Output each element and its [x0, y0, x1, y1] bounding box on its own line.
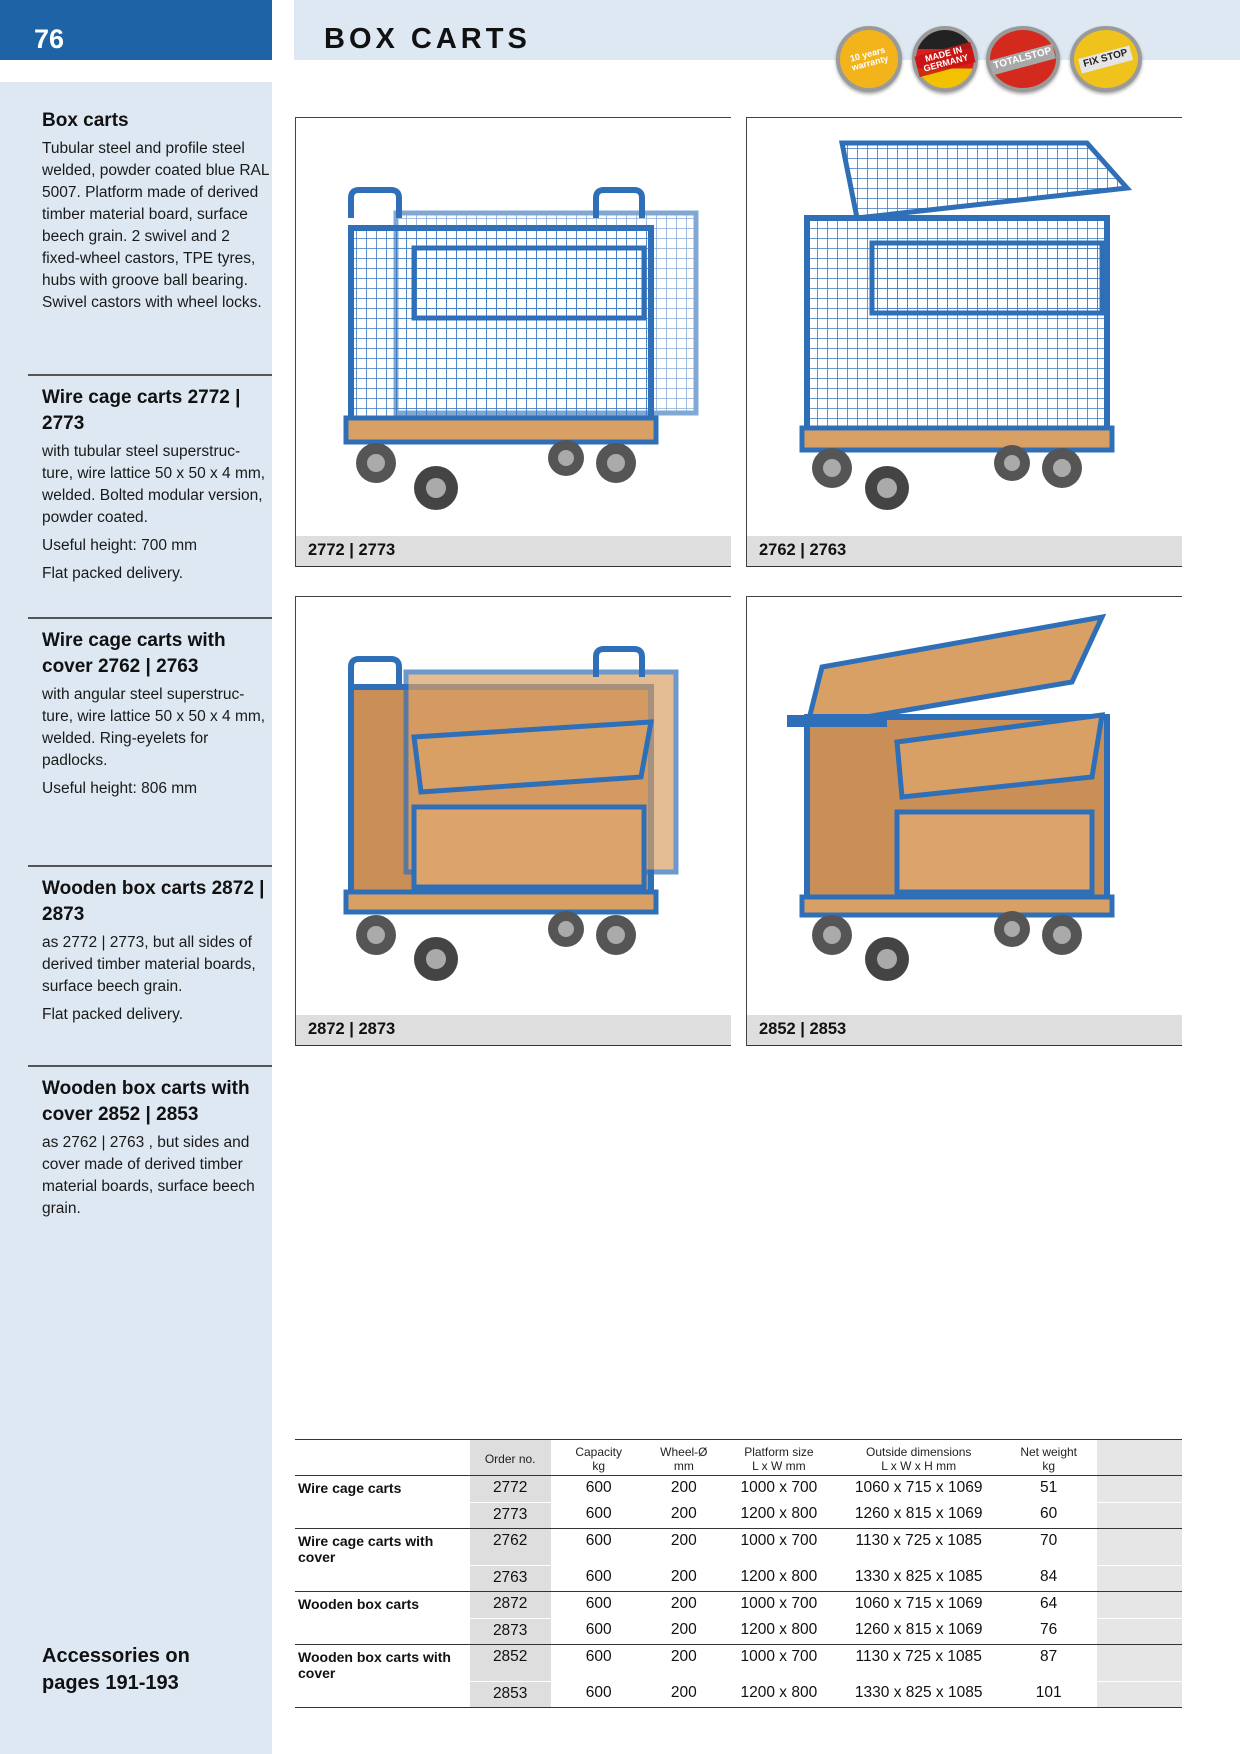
photo-panel-2852 — [746, 596, 1182, 1046]
wheel-cell: 200 — [647, 1529, 721, 1566]
wheel-cell: 200 — [647, 1592, 721, 1619]
capacity-cell: 600 — [585, 1568, 612, 1585]
blank-cell — [1097, 1645, 1182, 1682]
wooden-box-cart-illustration — [296, 597, 731, 1013]
wheel-cell: 200 — [647, 1476, 721, 1503]
caption-bar — [747, 1015, 1182, 1046]
order-header-label: Order no. — [484, 1451, 536, 1466]
blank-cell — [1097, 1592, 1182, 1619]
capacity-cell: 600 — [585, 1505, 612, 1522]
platform-cell: 1000 x 700 — [721, 1592, 837, 1619]
sidebar-section-wire-cage — [28, 385, 272, 585]
weight-cell: 64 — [1001, 1592, 1097, 1619]
platform-unit: L x W mm — [752, 1458, 806, 1473]
category-cell — [295, 1565, 470, 1592]
wheel-unit: mm — [673, 1458, 694, 1473]
weight-cell: 51 — [1001, 1476, 1097, 1503]
table-row — [295, 1618, 1182, 1645]
section-text: Tubular steel and profile steel welded, powder coated blue RAL 5007. Platform made of derived timber material board, surface beech grain. 2 swivel and 2 fixed-wheel castors, TPE tyres, hubs with groove ball bearing. Swivel castors with wheel locks. — [42, 140, 269, 311]
fixstop-badge-icon — [1070, 26, 1142, 92]
weight-header-label: Net weight — [1020, 1444, 1078, 1459]
page-number: 76 — [34, 24, 65, 54]
outside-cell: 1260 x 815 x 1069 — [854, 1621, 983, 1638]
order-cell: 2773 — [470, 1502, 551, 1529]
table-row — [295, 1592, 1182, 1619]
photo-caption: 2852 | 2853 — [759, 1020, 847, 1038]
capacity-cell: 600 — [551, 1592, 647, 1619]
photo-caption: 2872 | 2873 — [308, 1020, 396, 1038]
order-cell: 2872 — [470, 1592, 551, 1619]
capacity-cell: 600 — [551, 1476, 647, 1503]
table-row — [295, 1645, 1182, 1682]
outside-cell: 1330 x 825 x 1085 — [837, 1681, 1001, 1708]
caption-bar — [296, 536, 731, 567]
sidebar-section-box-carts — [28, 108, 272, 314]
weight-unit: kg — [1042, 1458, 1056, 1473]
platform-header-label: Platform size — [744, 1444, 814, 1459]
section-text: as 2772 | 2773, but all sides of derived timber material boards, surface beech grain. — [42, 934, 256, 995]
table-row — [295, 1502, 1182, 1529]
sidebar-section-wire-cage-cover — [28, 628, 272, 800]
blank-column — [1097, 1440, 1182, 1476]
category-cell — [295, 1618, 470, 1645]
wheel-header — [647, 1440, 721, 1476]
capacity-cell: 600 — [551, 1529, 647, 1566]
totalstop-badge-label: TOTALSTOP — [990, 44, 1057, 75]
outside-header-label: Outside dimensions — [865, 1444, 972, 1459]
outside-cell: 1060 x 715 x 1069 — [837, 1592, 1001, 1619]
order-cell: 2873 — [470, 1618, 551, 1645]
weight-cell: 70 — [1001, 1529, 1097, 1566]
section-heading: Box carts — [42, 110, 129, 131]
product-photo — [747, 118, 1182, 534]
warranty-badge-label: 10 years warranty — [848, 44, 890, 73]
platform-cell: 1200 x 800 — [740, 1505, 818, 1522]
photo-panel-2762 — [746, 117, 1182, 567]
platform-cell: 1200 x 800 — [721, 1681, 837, 1708]
blank-cell — [1097, 1502, 1182, 1529]
blank-cell — [1097, 1681, 1182, 1708]
outside-unit: L x W x H mm — [881, 1458, 957, 1473]
delivery-note: Flat packed delivery. — [42, 565, 183, 582]
weight-header — [1001, 1440, 1097, 1476]
category-cell — [295, 1502, 470, 1529]
category-cell: Wooden box carts with cover — [295, 1645, 470, 1682]
product-photo — [296, 118, 731, 534]
category-cell: Wire cage carts with cover — [295, 1529, 470, 1566]
capacity-header-label: Capacity — [575, 1444, 622, 1459]
caption-bar — [296, 1015, 731, 1046]
weight-cell: 84 — [1040, 1568, 1058, 1585]
order-cell: 2852 — [470, 1645, 551, 1682]
weight-cell: 60 — [1040, 1505, 1058, 1522]
sidebar-section-wooden-box — [28, 876, 272, 1026]
wheel-cell: 200 — [670, 1621, 697, 1638]
platform-cell: 1200 x 800 — [740, 1568, 818, 1585]
useful-height: Useful height: 700 mm — [42, 537, 198, 554]
table-row — [295, 1529, 1182, 1566]
caption-bar — [747, 536, 1182, 567]
blank-cell — [1097, 1565, 1182, 1592]
table-header-row — [295, 1440, 1182, 1476]
outside-cell: 1060 x 715 x 1069 — [837, 1476, 1001, 1503]
photo-panel-2772 — [295, 117, 731, 567]
totalstop-badge-icon — [986, 26, 1060, 92]
made-in-germany-badge-icon — [912, 26, 978, 92]
section-heading: Wooden box carts with cover 2852 | 2853 — [42, 1078, 250, 1125]
capacity-cell: 600 — [551, 1645, 647, 1682]
wire-cage-cart-illustration — [296, 118, 731, 534]
platform-cell: 1000 x 700 — [721, 1529, 837, 1566]
platform-cell: 1200 x 800 — [740, 1621, 818, 1638]
fixstop-badge-label: FIX STOP — [1078, 45, 1133, 73]
order-cell: 2772 — [470, 1476, 551, 1503]
table-row — [295, 1565, 1182, 1592]
feature-badges — [836, 26, 1146, 96]
section-heading: Wooden box carts 2872 | 2873 — [42, 878, 265, 925]
platform-cell: 1000 x 700 — [721, 1476, 837, 1503]
product-photo — [296, 597, 731, 1013]
sidebar-divider — [28, 374, 272, 376]
made-in-germany-badge-label: MADE IN GERMANY — [914, 41, 975, 76]
wheel-cell: 200 — [647, 1645, 721, 1682]
section-text: with angular steel superstruc- ture, wire lattice 50 x 50 x 4 mm, welded. Ring-eyelets for padlocks. — [42, 686, 266, 769]
section-heading: Wire cage carts 2772 | 2773 — [42, 387, 241, 434]
capacity-cell: 600 — [585, 1621, 612, 1638]
capacity-cell: 600 — [551, 1681, 647, 1708]
wooden-box-cart-with-cover-illustration — [747, 597, 1182, 1013]
photo-caption: 2762 | 2763 — [759, 541, 847, 559]
spec-table — [295, 1439, 1182, 1708]
category-header — [295, 1440, 470, 1476]
wheel-cell: 200 — [647, 1681, 721, 1708]
platform-header — [721, 1440, 837, 1476]
outside-header — [837, 1440, 1001, 1476]
wheel-header-label: Wheel-Ø — [660, 1444, 708, 1459]
warranty-badge-icon — [836, 26, 902, 92]
platform-cell: 1000 x 700 — [721, 1645, 837, 1682]
sidebar-divider — [28, 1065, 272, 1067]
sidebar-section-wooden-box-cover — [28, 1076, 272, 1220]
capacity-header — [551, 1440, 647, 1476]
section-text: as 2762 | 2763 , but sides and cover made of derived timber material boards, surface beech grain. — [42, 1134, 255, 1217]
blank-cell — [1097, 1618, 1182, 1645]
table-row — [295, 1681, 1182, 1708]
delivery-note: Flat packed delivery. — [42, 1006, 183, 1023]
order-cell: 2853 — [470, 1681, 551, 1708]
weight-cell: 76 — [1040, 1621, 1058, 1638]
accessories-note: Accessories on pages 191-193 — [42, 1645, 190, 1694]
order-header — [470, 1440, 551, 1476]
section-text: with tubular steel superstruc- ture, wire lattice 50 x 50 x 4 mm, welded. Bolted modular version, powder coated. — [42, 443, 266, 526]
section-heading: Wire cage carts with cover 2762 | 2763 — [42, 630, 226, 677]
outside-cell: 1130 x 725 x 1085 — [837, 1645, 1001, 1682]
sidebar-divider — [28, 865, 272, 867]
order-cell: 2763 — [470, 1565, 551, 1592]
weight-cell: 87 — [1001, 1645, 1097, 1682]
wire-cage-cart-with-cover-illustration — [747, 118, 1182, 534]
wheel-cell: 200 — [670, 1568, 697, 1585]
photo-panel-2872 — [295, 596, 731, 1046]
useful-height: Useful height: 806 mm — [42, 780, 198, 797]
capacity-unit: kg — [592, 1458, 605, 1473]
category-cell — [295, 1681, 470, 1708]
blank-cell — [1097, 1476, 1182, 1503]
sidebar-divider — [28, 617, 272, 619]
category-cell: Wooden box carts — [295, 1592, 470, 1619]
category-cell: Wire cage carts — [295, 1476, 470, 1503]
photo-caption: 2772 | 2773 — [308, 541, 396, 559]
outside-cell: 1260 x 815 x 1069 — [854, 1505, 983, 1522]
weight-cell: 101 — [1001, 1681, 1097, 1708]
wheel-cell: 200 — [670, 1505, 697, 1522]
order-cell: 2762 — [470, 1529, 551, 1566]
outside-cell: 1330 x 825 x 1085 — [854, 1568, 983, 1585]
blank-cell — [1097, 1529, 1182, 1566]
table-row — [295, 1476, 1182, 1503]
outside-cell: 1130 x 725 x 1085 — [837, 1529, 1001, 1566]
product-photo — [747, 597, 1182, 1013]
page-title: BOX CARTS — [324, 23, 531, 55]
